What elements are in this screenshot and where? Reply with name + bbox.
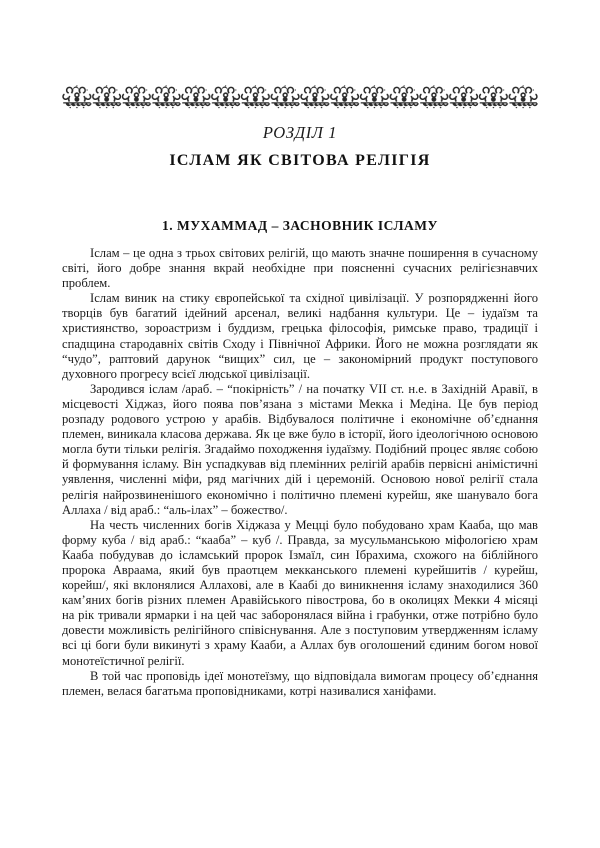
chapter-title: ІСЛАМ ЯК СВІТОВА РЕЛІГІЯ <box>169 152 431 169</box>
body-text-block <box>62 246 538 699</box>
section-title: 1. МУХАММАД – ЗАСНОВНИК ІСЛАМУ <box>162 218 438 233</box>
paragraph: Іслам виник на стику європейської та східної цивілізації. У розпорядженні його творців був багатий ідейний арсенал, великі надбання культури. Це – іудаїзм та християнство, зороастризм і буддизм, грецька філософія, римське право, традиції і спадщина стародавніх світів Сходу і Північної Африки. Його не можна розглядати як “чудо”, раптовий дарунок “вищих” сил, це – закономірний продукт поступового духовного прогресу всієї людської цивілізації. <box>62 291 538 381</box>
paragraph: На честь численних богів Хіджаза у Мецці було побудовано храм Кааба, що мав форму куба / від араб.: “кааба” – куб /. Правда, за мусульманською міфологією храм Кааба побудував до ісламський пророк Ізмаїл, син Ібрахима, схожого на біблійного пророка Авраама, який був праотцем мекканського племені курейшитів / курейш, корейш/, які вклонялися Аллахові, але в Каабі до виникнення ісламу знаходилися 360 кам’яних богів різних племен Аравійського півострова, бо в околицях Мекки 4 місяці на рік тривали ярмарки і на цей час заборонялася війна і грабунки, отже потрібно було довести можливість релігійного співіснування. Але з поступовим утвердженням ісламу всі ці боги були викинуті з храму Кааби, а Аллах був оголошений єдиним богом нової монотеїстичної релігії. <box>62 517 538 668</box>
chapter-label: РОЗДІЛ 1 <box>262 123 338 142</box>
paragraph: В той час проповідь ідеї монотеїзму, що відповідала вимогам процесу об’єднання племен, велася багатьма проповідниками, котрі називалися ханіфами. <box>62 668 538 698</box>
paragraph: Іслам – це одна з трьох світових релігій, що мають значне поширення в сучасному світі, його добре знання вкрай необхідне при поясненні сучасних релігієзнавчих проблем. <box>62 246 538 291</box>
arabesque-divider-icon <box>62 85 538 110</box>
paragraph: Зародився іслам /араб. – “покірність” / на початку VII ст. н.е. в Західній Аравії, в місцевості Хіджаз, його поява пов’язана з містами Мекка і Медіна. Це був період розпаду родового устрою у арабів. Відбувалося політичне і економічне об’єднання племен, виникала класова держава. Як це вже було в історії, його ідеологічною основою могла бути тільки релігія. Згадаймо походження іудаїзму. Подібний процес являє собою й формування ісламу. Він успадкував від племінних релігій арабів первісні анімістичні уявлення, численні міфи, ряд магічних дій і церемоній. Основою нової релігії стала релігія найрозвиненішого економічно і політично племені курейш, яке шанувало бога Аллаха / від араб.: “аль-ілах” – божество/. <box>62 381 538 517</box>
